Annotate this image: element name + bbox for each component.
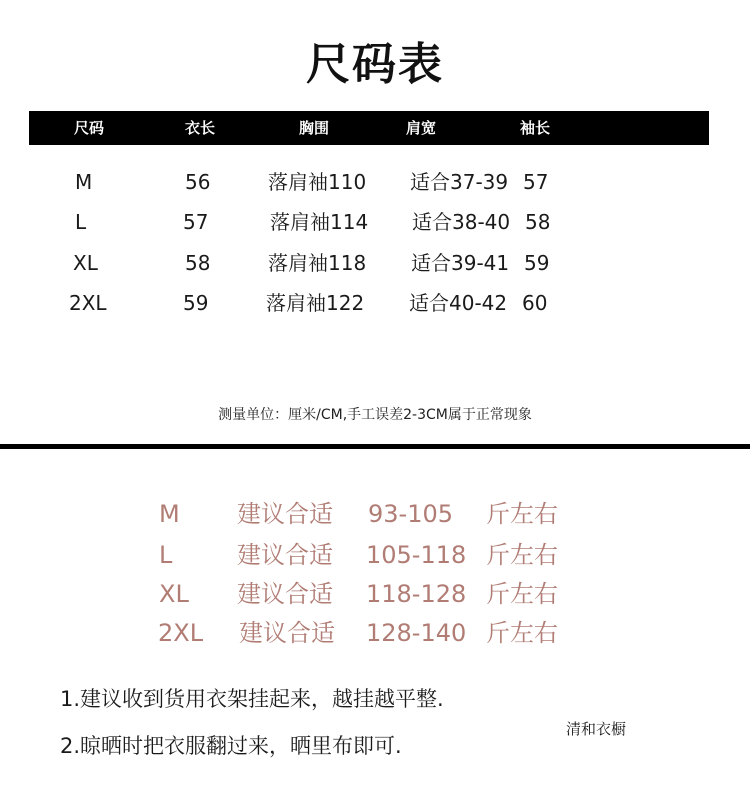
rec-unit: 斤左右	[486, 541, 558, 569]
header-length: 衣长	[185, 119, 216, 137]
rec-label: 建议合适	[237, 541, 333, 569]
rec-size: XL	[159, 580, 189, 608]
sleeve-cell: 59	[524, 251, 550, 275]
measure-note: 测量单位：厘米/CM,手工误差2-3CM属于正常现象	[218, 407, 532, 423]
header-bust: 胸围	[299, 119, 330, 137]
recommendation-row	[0, 577, 750, 611]
rec-weight-range: 105-118	[366, 541, 467, 569]
rec-unit: 斤左右	[486, 619, 558, 647]
size-cell: L	[75, 210, 87, 234]
sleeve-cell: 60	[522, 291, 548, 315]
header-size: 尺码	[74, 119, 105, 137]
shoulder-cell: 适合40-42	[409, 291, 508, 315]
rec-unit: 斤左右	[486, 500, 558, 528]
size-cell: 2XL	[69, 291, 107, 315]
length-cell: 57	[183, 210, 209, 234]
care-tip: 2.晾晒时把衣服翻过来，晒里布即可.	[60, 734, 402, 758]
care-tip: 1.建议收到货用衣架挂起来，越挂越平整.	[60, 687, 444, 711]
rec-unit: 斤左右	[486, 580, 558, 608]
size-cell: XL	[73, 251, 98, 275]
section-divider	[0, 444, 750, 449]
bust-cell: 落肩袖114	[270, 210, 369, 234]
size-table-header	[29, 111, 709, 145]
bust-cell: 落肩袖118	[268, 251, 367, 275]
page-title: 尺码表	[306, 39, 444, 90]
rec-label: 建议合适	[237, 500, 333, 528]
size-row	[0, 167, 750, 197]
rec-size: 2XL	[158, 619, 204, 647]
length-cell: 56	[185, 170, 211, 194]
shoulder-cell: 适合38-40	[412, 210, 511, 234]
rec-size: M	[159, 500, 180, 528]
rec-label: 建议合适	[239, 619, 335, 647]
sleeve-cell: 58	[525, 210, 551, 234]
rec-weight-range: 128-140	[366, 619, 467, 647]
recommendation-row	[0, 497, 750, 531]
bust-cell: 落肩袖110	[268, 170, 367, 194]
recommendation-row	[0, 538, 750, 572]
size-row	[0, 248, 750, 278]
brand-name: 清和衣橱	[566, 720, 627, 738]
bust-cell: 落肩袖122	[266, 291, 365, 315]
header-sleeve: 袖长	[520, 119, 551, 137]
shoulder-cell: 适合37-39	[410, 170, 509, 194]
size-row	[0, 288, 750, 318]
rec-label: 建议合适	[237, 580, 333, 608]
recommendation-row	[0, 616, 750, 650]
size-cell: M	[75, 170, 93, 194]
size-row	[0, 207, 750, 237]
length-cell: 58	[185, 251, 211, 275]
length-cell: 59	[183, 291, 209, 315]
header-shoulder: 肩宽	[406, 119, 437, 137]
rec-weight-range: 118-128	[366, 580, 467, 608]
rec-size: L	[159, 541, 173, 569]
rec-weight-range: 93-105	[368, 500, 454, 528]
shoulder-cell: 适合39-41	[411, 251, 510, 275]
sleeve-cell: 57	[523, 170, 549, 194]
